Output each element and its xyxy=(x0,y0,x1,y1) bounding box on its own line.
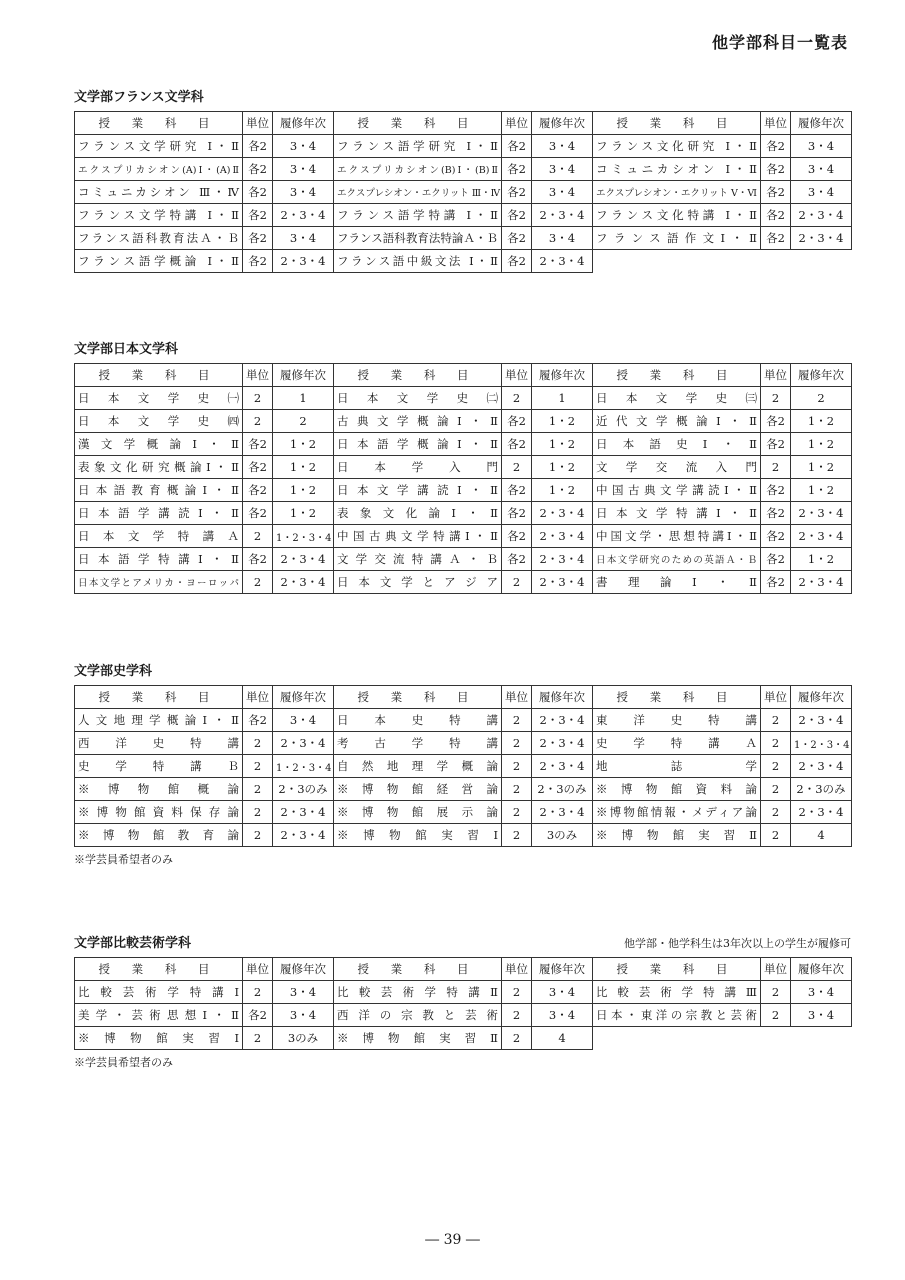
header-unit: 単位 xyxy=(243,958,273,981)
course-name: ※博物館実習Ⅱ xyxy=(593,824,761,847)
course-year: 2・3・4 xyxy=(273,732,334,755)
course-name: 日本語学概論Ⅰ・Ⅱ xyxy=(334,433,502,456)
course-name: フランス語学特講 Ⅰ・Ⅱ xyxy=(334,204,502,227)
course-unit: 2 xyxy=(502,1027,532,1050)
course-unit: 各2 xyxy=(502,525,532,548)
course-unit: 2 xyxy=(761,1004,791,1027)
course-unit: 2 xyxy=(761,778,791,801)
page-number: ― 39 ― xyxy=(425,1232,480,1248)
course-year: 3・4 xyxy=(791,1004,852,1027)
header-year: 履修年次 xyxy=(532,364,593,387)
course-unit: 各2 xyxy=(243,181,273,204)
course-year: 2・3のみ xyxy=(273,778,334,801)
course-year: 3・4 xyxy=(273,181,334,204)
course-year: 1・2 xyxy=(791,479,852,502)
course-unit: 各2 xyxy=(761,181,791,204)
course-name: 考古学特講 xyxy=(334,732,502,755)
course-year: 3のみ xyxy=(532,824,593,847)
header-unit: 単位 xyxy=(761,958,791,981)
course-year: 2・3・4 xyxy=(791,801,852,824)
table-header-row xyxy=(75,364,852,387)
course-unit: 2 xyxy=(502,755,532,778)
course-year: 2・3・4 xyxy=(273,824,334,847)
course-name: フランス文学特講 Ⅰ・Ⅱ xyxy=(75,204,243,227)
course-name: 比較芸術学特講Ⅱ xyxy=(334,981,502,1004)
course-name: 文学交流特講Ａ・Ｂ xyxy=(334,548,502,571)
header-unit: 単位 xyxy=(243,364,273,387)
table-header-row xyxy=(75,958,852,981)
course-year: 3・4 xyxy=(273,1004,334,1027)
course-name: エクスプリカシオン(A)Ⅰ・(A)Ⅱ xyxy=(75,158,243,181)
course-year: 2・3・4 xyxy=(791,502,852,525)
header-name: 授 業 科 目 xyxy=(75,958,243,981)
course-unit: 各2 xyxy=(502,502,532,525)
footnote: ※学芸員希望者のみ xyxy=(74,853,173,866)
course-year: 3・4 xyxy=(532,135,593,158)
course-unit: 2 xyxy=(761,709,791,732)
course-unit: 各2 xyxy=(761,204,791,227)
course-name: 美学・芸術思想Ⅰ・Ⅱ xyxy=(75,1004,243,1027)
course-unit: 各2 xyxy=(502,158,532,181)
table-row xyxy=(75,181,852,204)
table-row xyxy=(75,1027,852,1050)
course-year: 3・4 xyxy=(273,158,334,181)
course-year: 2・3・4 xyxy=(532,801,593,824)
course-unit: 2 xyxy=(502,801,532,824)
course-name: フランス語学概論 Ⅰ・Ⅱ xyxy=(75,250,243,273)
header-year: 履修年次 xyxy=(273,364,334,387)
course-year: 1・2 xyxy=(791,433,852,456)
course-year: 1・2 xyxy=(273,456,334,479)
header-name: 授 業 科 目 xyxy=(75,686,243,709)
course-unit: 2 xyxy=(243,387,273,410)
course-unit: 各2 xyxy=(502,479,532,502)
course-name: 比較芸術学特講Ⅲ xyxy=(593,981,761,1004)
section-title xyxy=(74,935,851,953)
header-unit: 単位 xyxy=(502,112,532,135)
course-year: 2・3・4 xyxy=(791,709,852,732)
course-unit: 2 xyxy=(502,824,532,847)
header-year: 履修年次 xyxy=(532,112,593,135)
course-name: 漢文学概論Ⅰ・Ⅱ xyxy=(75,433,243,456)
table-row xyxy=(75,981,852,1004)
table-row xyxy=(75,227,852,250)
course-unit: 2 xyxy=(502,981,532,1004)
course-year: 2・3・4 xyxy=(273,801,334,824)
header-name: 授 業 科 目 xyxy=(593,686,761,709)
course-name: 日本文学研究のための英語Ａ・Ｂ xyxy=(593,548,761,571)
course-name: フランス語学研究 Ⅰ・Ⅱ xyxy=(334,135,502,158)
course-year: 3・4 xyxy=(273,709,334,732)
course-year: 2・3のみ xyxy=(532,778,593,801)
table-header-row xyxy=(75,686,852,709)
header-name: 授 業 科 目 xyxy=(334,686,502,709)
course-year: 2・3・4 xyxy=(532,548,593,571)
course-name: 文学交流入門 xyxy=(593,456,761,479)
course-year: 1・2 xyxy=(791,456,852,479)
course-name: ※博物館教育論 xyxy=(75,824,243,847)
course-year: 2・3・4 xyxy=(273,571,334,594)
course-unit: 各2 xyxy=(502,135,532,158)
course-year: 1・2 xyxy=(532,479,593,502)
course-unit: 2 xyxy=(502,732,532,755)
course-name: フランス文化研究 Ⅰ・Ⅱ xyxy=(593,135,761,158)
course-unit: 各2 xyxy=(243,1004,273,1027)
course-year xyxy=(791,1027,852,1050)
course-name: 日本語学特講Ⅰ・Ⅱ xyxy=(75,548,243,571)
course-name: ※博物館資料論 xyxy=(593,778,761,801)
course-name: フランス文化特講 Ⅰ・Ⅱ xyxy=(593,204,761,227)
course-year: 1・2・3・4 xyxy=(273,525,334,548)
table-row xyxy=(75,135,852,158)
course-name: フランス語中級文法 Ⅰ・Ⅱ xyxy=(334,250,502,273)
course-unit: 各2 xyxy=(761,479,791,502)
course-year: 3・4 xyxy=(532,181,593,204)
course-year: 2・3・4 xyxy=(532,250,593,273)
course-year: 3・4 xyxy=(791,135,852,158)
course-year: 1・2 xyxy=(532,410,593,433)
course-name: 日本文学講読Ⅰ・Ⅱ xyxy=(334,479,502,502)
course-year: 1・2 xyxy=(532,433,593,456)
course-name: ※博物館展示論 xyxy=(334,801,502,824)
course-unit: 各2 xyxy=(243,227,273,250)
header-name: 授 業 科 目 xyxy=(334,364,502,387)
course-year: 3・4 xyxy=(532,1004,593,1027)
course-name: 西洋の宗教と芸術 xyxy=(334,1004,502,1027)
course-unit: 各2 xyxy=(243,548,273,571)
course-name: 表象文化論Ⅰ・Ⅱ xyxy=(334,502,502,525)
header-year: 履修年次 xyxy=(532,958,593,981)
course-unit: 2 xyxy=(502,571,532,594)
course-year: 1 xyxy=(532,387,593,410)
course-year: 2・3・4 xyxy=(532,525,593,548)
course-unit: 各2 xyxy=(761,525,791,548)
header-year: 履修年次 xyxy=(273,686,334,709)
course-table xyxy=(74,685,852,847)
footnote: ※学芸員希望者のみ xyxy=(74,1056,173,1069)
course-name: 日本文学特講Ａ xyxy=(75,525,243,548)
course-name: コミュニカシオン Ⅰ・Ⅱ xyxy=(593,158,761,181)
course-year: 2・3・4 xyxy=(791,227,852,250)
header-unit: 単位 xyxy=(243,686,273,709)
header-name: 授 業 科 目 xyxy=(334,958,502,981)
course-name: 日本語史Ⅰ・Ⅱ xyxy=(593,433,761,456)
course-name: フランス語作文Ⅰ・Ⅱ xyxy=(593,227,761,250)
header-year: 履修年次 xyxy=(532,686,593,709)
course-name: フランス文学研究 Ⅰ・Ⅱ xyxy=(75,135,243,158)
table-row xyxy=(75,732,852,755)
course-year: 1・2 xyxy=(273,502,334,525)
header-unit: 単位 xyxy=(761,364,791,387)
section-note: 他学部・他学科生は3年次以上の学生が履修可 xyxy=(624,937,851,950)
table-row xyxy=(75,204,852,227)
section-title: 文学部史学科 xyxy=(74,664,153,679)
course-name: エクスプリカシオン(B)Ⅰ・(B)Ⅱ xyxy=(334,158,502,181)
course-year: 1・2 xyxy=(273,433,334,456)
course-unit: 2 xyxy=(243,732,273,755)
header-name: 授 業 科 目 xyxy=(75,112,243,135)
course-year: 2・3・4 xyxy=(532,732,593,755)
table-row xyxy=(75,824,852,847)
course-year: 1・2 xyxy=(532,456,593,479)
course-year: 1 xyxy=(273,387,334,410)
course-name: 日本文学とアメリカ・ヨーロッパ xyxy=(75,571,243,594)
header-unit: 単位 xyxy=(243,112,273,135)
table-row xyxy=(75,158,852,181)
course-name: 東洋史特講 xyxy=(593,709,761,732)
course-name: 近代文学概論Ⅰ・Ⅱ xyxy=(593,410,761,433)
course-unit: 2 xyxy=(243,525,273,548)
section-comparative xyxy=(74,935,851,1070)
course-unit: 各2 xyxy=(761,548,791,571)
course-name: 西洋史特講 xyxy=(75,732,243,755)
course-name: 表象文化研究概論Ⅰ・Ⅱ xyxy=(75,456,243,479)
header-year: 履修年次 xyxy=(273,112,334,135)
course-unit: 2 xyxy=(243,981,273,1004)
course-year: 3・4 xyxy=(791,981,852,1004)
course-unit xyxy=(761,250,791,273)
header-name: 授 業 科 目 xyxy=(593,958,761,981)
header-unit: 単位 xyxy=(502,364,532,387)
course-name: 中国古典文学講読Ⅰ・Ⅱ xyxy=(593,479,761,502)
section-japanese xyxy=(74,341,851,594)
course-name: 書理論Ⅰ・Ⅱ xyxy=(593,571,761,594)
course-name: 史学特講Ｂ xyxy=(75,755,243,778)
course-name: エクスプレシオン・エクリット Ⅲ・Ⅳ xyxy=(334,181,502,204)
course-year: 2・3・4 xyxy=(532,571,593,594)
course-unit: 2 xyxy=(243,778,273,801)
course-unit: 2 xyxy=(502,1004,532,1027)
course-name: 古典文学概論Ⅰ・Ⅱ xyxy=(334,410,502,433)
course-year: 3・4 xyxy=(273,981,334,1004)
course-name: 比較芸術学特講Ⅰ xyxy=(75,981,243,1004)
table-row xyxy=(75,755,852,778)
table-row xyxy=(75,525,852,548)
course-unit: 2 xyxy=(502,387,532,410)
course-name xyxy=(593,250,761,273)
course-name: エクスプレシオン・エクリット Ⅴ・Ⅵ xyxy=(593,181,761,204)
course-name: ※博物館概論 xyxy=(75,778,243,801)
course-year: 2・3・4 xyxy=(791,755,852,778)
course-unit: 2 xyxy=(243,801,273,824)
course-unit: 2 xyxy=(243,1027,273,1050)
course-unit: 各2 xyxy=(502,410,532,433)
header-unit: 単位 xyxy=(502,958,532,981)
course-name: 日本・東洋の宗教と芸術 xyxy=(593,1004,761,1027)
table-row xyxy=(75,548,852,571)
course-table xyxy=(74,363,852,594)
course-year: 2・3・4 xyxy=(273,204,334,227)
course-name: 中国古典文学特講Ⅰ・Ⅱ xyxy=(334,525,502,548)
course-year: 3・4 xyxy=(791,158,852,181)
section-title: 文学部フランス文学科 xyxy=(74,90,204,105)
course-year: 3・4 xyxy=(532,158,593,181)
course-unit: 2 xyxy=(761,456,791,479)
course-year: 3のみ xyxy=(273,1027,334,1050)
course-unit: 各2 xyxy=(243,135,273,158)
table-row xyxy=(75,250,852,273)
course-unit: 各2 xyxy=(243,204,273,227)
course-name: 日本史特講 xyxy=(334,709,502,732)
table-row xyxy=(75,479,852,502)
course-unit: 各2 xyxy=(243,250,273,273)
course-unit: 各2 xyxy=(761,227,791,250)
course-name: コミュニカシオン Ⅲ・Ⅳ xyxy=(75,181,243,204)
course-unit: 2 xyxy=(243,755,273,778)
course-year: 2・3・4 xyxy=(791,525,852,548)
section-history xyxy=(74,663,851,867)
course-unit: 各2 xyxy=(761,158,791,181)
header-year: 履修年次 xyxy=(791,958,852,981)
course-name: ※博物館実習Ⅱ xyxy=(334,1027,502,1050)
course-name: ※博物館情報・メディア論 xyxy=(593,801,761,824)
course-unit: 2 xyxy=(502,778,532,801)
course-year: 1・2・3・4 xyxy=(791,732,852,755)
table-row xyxy=(75,778,852,801)
course-year: 2 xyxy=(791,387,852,410)
table-row xyxy=(75,387,852,410)
course-year: 1・2・3・4 xyxy=(273,755,334,778)
course-unit: 各2 xyxy=(502,250,532,273)
table-row xyxy=(75,433,852,456)
course-year: 3・4 xyxy=(273,227,334,250)
course-name: 日本文学史㈣ xyxy=(75,410,243,433)
course-unit: 2 xyxy=(761,755,791,778)
course-year: 2・3・4 xyxy=(532,755,593,778)
course-unit: 各2 xyxy=(243,158,273,181)
course-unit: 2 xyxy=(502,709,532,732)
table-row xyxy=(75,410,852,433)
table-row xyxy=(75,709,852,732)
course-unit: 2 xyxy=(761,387,791,410)
course-name: ※博物館資料保存論 xyxy=(75,801,243,824)
course-name: 日本文学史㈡ xyxy=(334,387,502,410)
course-name: 自然地理学概論 xyxy=(334,755,502,778)
course-unit: 各2 xyxy=(761,135,791,158)
course-year: 2・3・4 xyxy=(532,502,593,525)
course-year: 2・3・4 xyxy=(532,709,593,732)
course-year: 1・2 xyxy=(791,410,852,433)
course-year: 2 xyxy=(273,410,334,433)
header-year: 履修年次 xyxy=(791,112,852,135)
table-row xyxy=(75,456,852,479)
course-name: 人文地理学概論Ⅰ・Ⅱ xyxy=(75,709,243,732)
course-name: 日本文学史㈢ xyxy=(593,387,761,410)
header-unit: 単位 xyxy=(761,112,791,135)
course-unit: 各2 xyxy=(243,433,273,456)
course-name: 日本文学とアジア xyxy=(334,571,502,594)
course-unit: 各2 xyxy=(243,709,273,732)
course-year: 2・3・4 xyxy=(791,571,852,594)
course-unit: 各2 xyxy=(761,410,791,433)
course-name: 日本語学講読Ⅰ・Ⅱ xyxy=(75,502,243,525)
course-unit: 各2 xyxy=(243,456,273,479)
course-unit: 各2 xyxy=(761,502,791,525)
course-table xyxy=(74,957,852,1050)
course-table xyxy=(74,111,852,273)
course-name: 日本学入門 xyxy=(334,456,502,479)
table-row xyxy=(75,1004,852,1027)
course-name: 日本文学特講Ⅰ・Ⅱ xyxy=(593,502,761,525)
course-unit: 各2 xyxy=(243,502,273,525)
table-row xyxy=(75,571,852,594)
course-unit: 2 xyxy=(243,571,273,594)
course-unit: 各2 xyxy=(502,227,532,250)
course-year: 4 xyxy=(532,1027,593,1050)
course-name xyxy=(593,1027,761,1050)
course-name: フランス語科教育法特論Ａ・Ｂ xyxy=(334,227,502,250)
course-unit: 2 xyxy=(761,981,791,1004)
course-name: フランス語科教育法Ａ・Ｂ xyxy=(75,227,243,250)
course-unit: 各2 xyxy=(761,571,791,594)
course-name: 中国文学・思想特講Ⅰ・Ⅱ xyxy=(593,525,761,548)
course-name: 史学特講Ａ xyxy=(593,732,761,755)
course-year: 2・3のみ xyxy=(791,778,852,801)
section-title: 文学部日本文学科 xyxy=(74,342,179,357)
course-name: 地誌学 xyxy=(593,755,761,778)
table-row xyxy=(75,801,852,824)
header-year: 履修年次 xyxy=(273,958,334,981)
course-unit: 2 xyxy=(243,410,273,433)
course-unit: 2 xyxy=(761,824,791,847)
course-unit: 各2 xyxy=(502,548,532,571)
course-name: ※博物館実習Ⅰ xyxy=(334,824,502,847)
course-year: 2・3・4 xyxy=(273,548,334,571)
header-name: 授 業 科 目 xyxy=(593,364,761,387)
course-unit: 2 xyxy=(761,732,791,755)
page-title: 他学部科目一覧表 xyxy=(711,33,848,52)
header-unit: 単位 xyxy=(761,686,791,709)
course-year: 3・4 xyxy=(532,227,593,250)
course-year: 3・4 xyxy=(791,181,852,204)
header-unit: 単位 xyxy=(502,686,532,709)
course-year: 3・4 xyxy=(273,135,334,158)
section-title-text: 文学部比較芸術学科 xyxy=(74,936,192,951)
course-name: 日本文学史㈠ xyxy=(75,387,243,410)
course-unit xyxy=(761,1027,791,1050)
course-year: 2・3・4 xyxy=(273,250,334,273)
header-name: 授 業 科 目 xyxy=(593,112,761,135)
course-year: 2・3・4 xyxy=(791,204,852,227)
section-french xyxy=(74,89,851,273)
table-row xyxy=(75,502,852,525)
course-year: 1・2 xyxy=(273,479,334,502)
course-name: ※博物館経営論 xyxy=(334,778,502,801)
course-unit: 各2 xyxy=(502,204,532,227)
header-year: 履修年次 xyxy=(791,364,852,387)
course-year xyxy=(791,250,852,273)
course-year: 4 xyxy=(791,824,852,847)
course-year: 3・4 xyxy=(532,981,593,1004)
header-name: 授 業 科 目 xyxy=(334,112,502,135)
course-unit: 2 xyxy=(761,801,791,824)
course-unit: 各2 xyxy=(243,479,273,502)
course-year: 2・3・4 xyxy=(532,204,593,227)
course-unit: 各2 xyxy=(761,433,791,456)
table-header-row xyxy=(75,112,852,135)
course-name: 日本語教育概論Ⅰ・Ⅱ xyxy=(75,479,243,502)
course-unit: 各2 xyxy=(502,181,532,204)
header-year: 履修年次 xyxy=(791,686,852,709)
course-unit: 2 xyxy=(502,456,532,479)
course-year: 1・2 xyxy=(791,548,852,571)
header-name: 授 業 科 目 xyxy=(75,364,243,387)
course-name: ※博物館実習Ⅰ xyxy=(75,1027,243,1050)
course-unit: 各2 xyxy=(502,433,532,456)
course-unit: 2 xyxy=(243,824,273,847)
